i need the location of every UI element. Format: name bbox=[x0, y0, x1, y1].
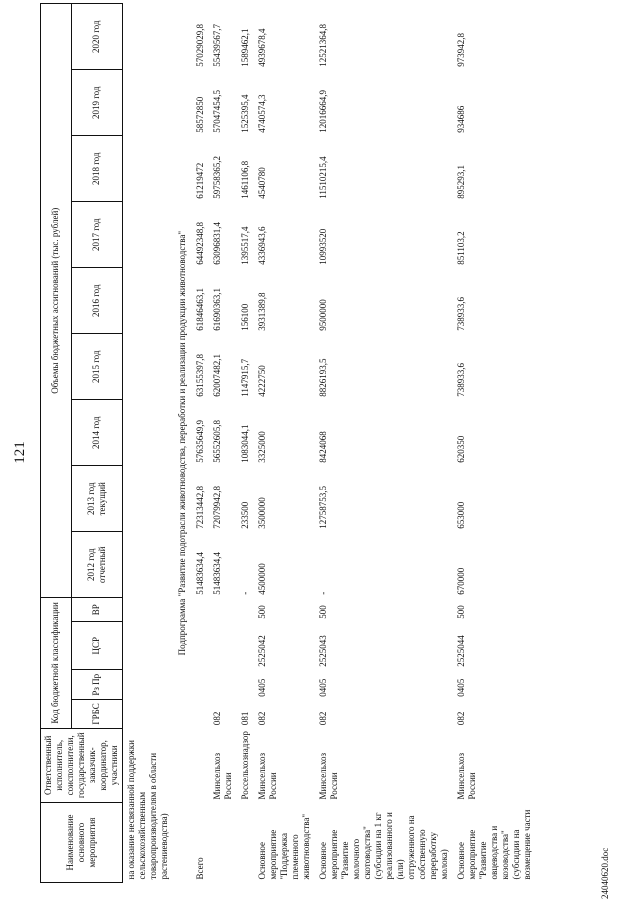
row-rzpr bbox=[209, 670, 237, 700]
value-cell: 10993520 bbox=[318, 228, 328, 265]
value-cell: 934686 bbox=[456, 105, 466, 133]
row-csr bbox=[209, 622, 237, 670]
header-name: Наименование основного мероприятия bbox=[41, 803, 123, 883]
row-name bbox=[209, 803, 237, 883]
row-rzpr: 0405 bbox=[257, 678, 267, 697]
row-responsible: Минсельхоз России bbox=[257, 752, 278, 800]
header-year: 2017 год bbox=[71, 202, 123, 268]
header-year: 2019 год bbox=[71, 70, 123, 136]
continuation-row bbox=[123, 4, 174, 883]
table-row bbox=[254, 4, 315, 883]
table-row bbox=[453, 4, 536, 883]
subprogram-title: Подпрограмма "Развитие подотрасли животноводства, переработки и реализации продукции животноводства" bbox=[177, 230, 187, 656]
value-cell: 4222750 bbox=[257, 365, 267, 397]
value-cell: 1395517,4 bbox=[240, 226, 250, 265]
value-cell: 12521364,8 bbox=[318, 24, 328, 67]
row-rzpr bbox=[237, 670, 254, 700]
row-name: Всего bbox=[195, 857, 205, 880]
row-csr: 2525042 bbox=[257, 635, 267, 667]
value-cell: 653000 bbox=[456, 501, 466, 529]
row-csr bbox=[237, 622, 254, 670]
row-rzpr: 0405 bbox=[318, 678, 328, 697]
value-cell: 72313442,8 bbox=[195, 486, 205, 529]
table-row bbox=[315, 4, 453, 883]
value-cell: 51483634,4 bbox=[195, 552, 205, 595]
value-cell: 55439567,7 bbox=[212, 24, 222, 67]
budget-table bbox=[40, 3, 536, 883]
value-cell: 1147915,7 bbox=[240, 358, 250, 397]
value-cell: 973942,8 bbox=[456, 33, 466, 67]
row-grbs: 082 bbox=[212, 711, 222, 726]
row-vr: 500 bbox=[456, 605, 466, 619]
value-cell: 64492348,8 bbox=[195, 222, 205, 265]
continuation-text: на оказание несвязанной поддержки сельскохозяйственным товаропроизводителям в области растениеводства) bbox=[126, 740, 169, 880]
value-cell: 61690363,1 bbox=[212, 288, 222, 331]
row-name bbox=[237, 803, 254, 883]
value-cell: 1525395,4 bbox=[240, 94, 250, 133]
header-year: 2013 год текущий bbox=[71, 466, 123, 532]
row-vr bbox=[237, 598, 254, 622]
value-cell: 4740574,3 bbox=[257, 94, 267, 133]
value-cell: 56552605,8 bbox=[212, 420, 222, 463]
value-cell: 8424068 bbox=[318, 431, 328, 463]
row-grbs: 082 bbox=[257, 711, 267, 726]
row-responsible: Минсельхоз России bbox=[318, 752, 339, 800]
value-cell: 11510215,4 bbox=[318, 156, 328, 199]
row-name: Основное мероприятие "Развитие молочного скотоводства" (субсидии на 1 кг реализованного и (или) отгруженного на собственную переработку молока) bbox=[318, 812, 449, 880]
value-cell: 670000 bbox=[456, 567, 466, 595]
value-cell: 738933,6 bbox=[456, 297, 466, 331]
value-cell: 738933,6 bbox=[456, 363, 466, 397]
table-row bbox=[237, 4, 254, 883]
row-name: Основное мероприятие "Поддержка племенного животноводства" bbox=[257, 813, 311, 880]
header-rzpr: Рз Пр bbox=[71, 670, 123, 700]
value-cell: 851103,2 bbox=[456, 231, 466, 265]
value-cell: 4500000 bbox=[257, 563, 267, 595]
table-row bbox=[192, 4, 209, 883]
row-vr bbox=[209, 598, 237, 622]
footer-filename: 24040620.doc bbox=[600, 847, 610, 899]
value-cell: 72079942,8 bbox=[212, 486, 222, 529]
row-grbs: 082 bbox=[456, 711, 466, 726]
value-cell: 895293,1 bbox=[456, 165, 466, 199]
value-cell: 156100 bbox=[240, 303, 250, 331]
row-csr: 2525043 bbox=[318, 635, 328, 667]
value-cell: 57047454,5 bbox=[212, 90, 222, 133]
header-code-group: Код бюджетной классификации bbox=[41, 598, 72, 728]
header-csr: ЦСР bbox=[71, 622, 123, 670]
value-cell: 8826193,5 bbox=[318, 358, 328, 397]
header-vr: ВР bbox=[71, 598, 123, 622]
row-responsible: Россельхознадзор bbox=[240, 731, 250, 800]
value-cell: 62007482,1 bbox=[212, 354, 222, 397]
value-cell: 58572850 bbox=[195, 96, 205, 133]
value-cell: 57635649,9 bbox=[195, 420, 205, 463]
value-cell: 57029029,8 bbox=[195, 24, 205, 67]
row-rzpr: 0405 bbox=[456, 678, 466, 697]
row-vr: 500 bbox=[257, 605, 267, 619]
value-cell: 61219472 bbox=[195, 162, 205, 199]
header-volumes-group: Объемы бюджетных ассигнований (тыс. рублей) bbox=[41, 4, 72, 598]
row-rzpr bbox=[192, 670, 209, 700]
value-cell: 3931389,8 bbox=[257, 292, 267, 331]
header-year: 2015 год bbox=[71, 334, 123, 400]
value-cell: - bbox=[240, 591, 250, 595]
value-cell: 1083044,1 bbox=[240, 424, 250, 463]
value-cell: 61846463,1 bbox=[195, 288, 205, 331]
value-cell: 1461106,8 bbox=[240, 160, 250, 199]
header-year: 2018 год bbox=[71, 136, 123, 202]
value-cell: 3325000 bbox=[257, 431, 267, 463]
row-responsible: Минсельхоз России bbox=[456, 752, 477, 800]
row-vr bbox=[192, 598, 209, 622]
header-grbs: ГРБС bbox=[71, 700, 123, 728]
row-responsible: Минсельхоз России bbox=[212, 752, 233, 800]
value-cell: 233500 bbox=[240, 501, 250, 529]
row-responsible bbox=[192, 728, 209, 802]
header-year: 2020 год bbox=[71, 4, 123, 70]
row-csr bbox=[192, 622, 209, 670]
row-grbs bbox=[192, 700, 209, 728]
header-year: 2016 год bbox=[71, 268, 123, 334]
page-number: 121 bbox=[12, 441, 28, 464]
value-cell: 4939678,4 bbox=[257, 28, 267, 67]
row-name: Основное мероприятие "Развитие овцеводства и козоводства" (субсидии на возмещение части bbox=[456, 809, 532, 880]
value-cell: 63096831,4 bbox=[212, 222, 222, 265]
row-grbs: 082 bbox=[318, 711, 328, 726]
row-csr: 2525044 bbox=[456, 635, 466, 667]
header-responsible: Ответственный исполнитель, соисполнители, государственный заказчик-координатор, участники bbox=[41, 728, 123, 802]
value-cell: 12758753,5 bbox=[318, 486, 328, 529]
value-cell: - bbox=[318, 591, 328, 595]
header-year: 2012 год отчетный bbox=[71, 532, 123, 598]
value-cell: 3500000 bbox=[257, 497, 267, 529]
value-cell: 9500000 bbox=[318, 299, 328, 331]
row-grbs: 081 bbox=[240, 711, 250, 726]
table-row bbox=[209, 4, 237, 883]
value-cell: 620350 bbox=[456, 435, 466, 463]
subprogram-row bbox=[173, 4, 192, 883]
row-vr: 500 bbox=[318, 605, 328, 619]
value-cell: 63155397,8 bbox=[195, 354, 205, 397]
value-cell: 51483634,4 bbox=[212, 552, 222, 595]
value-cell: 1589462,1 bbox=[240, 28, 250, 67]
value-cell: 59758365,2 bbox=[212, 156, 222, 199]
value-cell: 4336943,6 bbox=[257, 226, 267, 265]
value-cell: 4540780 bbox=[257, 167, 267, 199]
header-year: 2014 год bbox=[71, 400, 123, 466]
value-cell: 12016664,9 bbox=[318, 90, 328, 133]
